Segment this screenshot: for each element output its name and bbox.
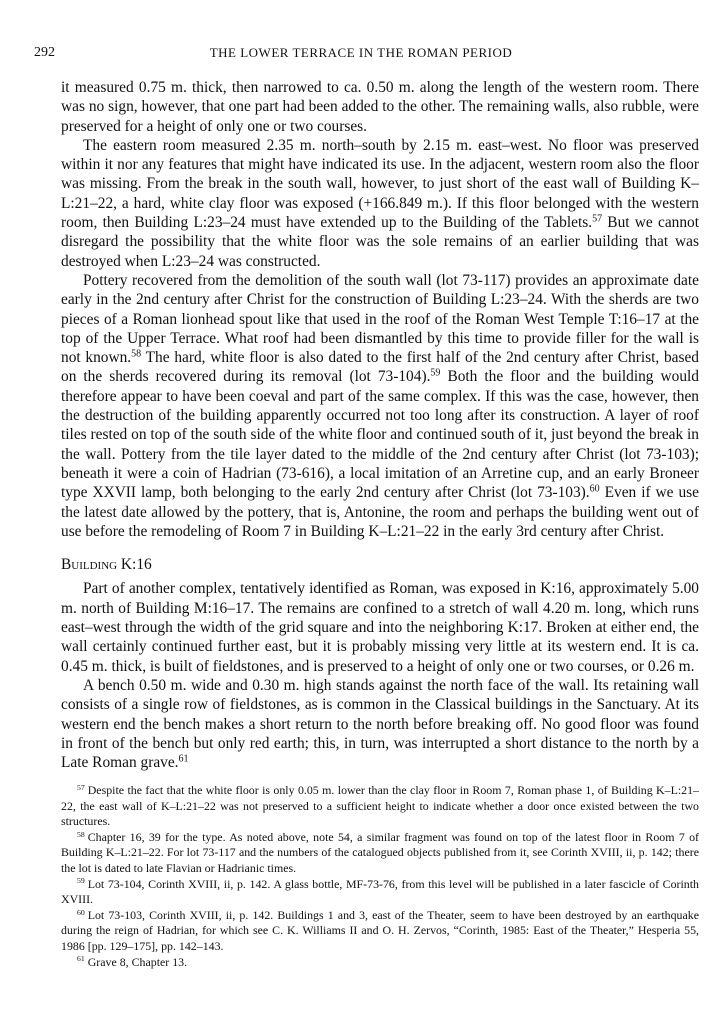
page-number: 292 <box>34 45 55 60</box>
footnote-ref[interactable]: 59 <box>430 367 441 379</box>
footnotes <box>61 783 699 970</box>
running-title: THE LOWER TERRACE IN THE ROMAN PERIOD <box>209 45 513 60</box>
footnote: $^{58}$ Chapter 16, 39 for the type. As noted above, note 54, a similar fragment was found on top of the latest floor in Room 7 of Building K–L:21–22. For lot 73-117 and the numbers of the catalogued objects published from it, see Corinth XVIII, ii, p. 142; there the lot is dated to late Flavian or Hadrianic times. <box>61 829 699 875</box>
footnote: $^{60}$ Lot 73-103, Corinth XVIII, ii, p. 142. Buildings 1 and 3, east of the Theater, seem to have been destroyed by an earthquake during the reign of Hadrian, for which see C. K. Williams II and O. H. Zervos, “Corinth, 1985: East of the Theater,” Hesperia 55, 1986 [pp. 129–175], pp. 142–143. <box>61 907 699 953</box>
footnote-ref[interactable]: 58 <box>131 348 142 360</box>
footnote: $^{59}$ Lot 73-104, Corinth XVIII, ii, p. 142. A glass bottle, MF-73-76, from this level will be published in a later fascicle of Corinth XVIII. <box>61 876 699 907</box>
paragraph: Pottery recovered from the demolition of the south wall (lot 73-117) provides an approximate date early in the 2nd century after Christ for the construction of Building L:23–24. With the sherds are two pieces of a Roman lionhead spout like that used in the roof of the Roman West Temple T:16–17 at the top of the Upper Terrace. What roof had been dismantled by this time to provide filler for the wall is not known.$^{58}$ The hard, white floor is also dated to the first half of the 2nd century after Christ, based on the sherds recovered during its removal (lot 73-104).$^{59}$ Both the floor and the building would therefore appear to have been coeval and part of the same complex. If this was the case, however, then the destruction of the building apparently occurred not too long after its construction. A layer of roof tiles rested on top of the south side of the white floor and continued south of it, just beyond the break in the wall. Pottery from the tile layer dated to the middle of the 2nd century after Christ (lot 73-103); beneath it were a coin of Hadrian (73-616), a local imitation of an Arretine cup, and an early Broneer type XXVII lamp, both belonging to the early 2nd century after Christ (lot 73-103).$^{60}$ Even if we use the latest date allowed by the pottery, that is, Antonine, the room and perhaps the building went out of use before the remodeling of Room 7 in Building K–L:21–22 in the early 3rd century after Christ. <box>61 271 700 540</box>
paragraph: it measured 0.75 m. thick, then narrowed to ca. 0.50 m. along the length of the western room. There was no sign, however, that one part had been added to the other. The remaining walls, also rubble, were preserved for a height of only one or two courses. <box>61 79 699 135</box>
page-header <box>34 45 688 65</box>
footnote: $^{61}$ Grave 8, Chapter 13. <box>77 954 188 969</box>
body-text <box>61 78 699 772</box>
section-heading: Building K:16 <box>61 556 152 574</box>
footnote-ref[interactable]: 61 <box>178 753 189 765</box>
paragraph: Part of another complex, tentatively identified as Roman, was exposed in K:16, approximately 5.00 m. north of Building M:16–17. The remains are confined to a stretch of wall 4.20 m. long, which runs east–west through the width of the grid square and into the neighboring K:17. Broken at either end, the wall certainly continued further east, but it is probably missing very little at its western end. It is ca. 0.45 m. thick, is built of fieldstones, and is preserved to a height of only one or two courses, or 0.26 m. <box>61 580 699 675</box>
paragraph: A bench 0.50 m. wide and 0.30 m. high stands against the north face of the wall. Its retaining wall consists of a single row of fieldstones, as is common in the Classical buildings in the Sanctuary. At its western end the bench makes a short return to the north before breaking off. No good floor was found in front of the bench but only red earth; this, in turn, was interrupted a short distance to the north by a Late Roman grave.$^{61}$ <box>61 676 699 772</box>
footnote-ref[interactable]: 57 <box>592 213 603 225</box>
footnote: $^{57}$ Despite the fact that the white floor is only 0.05 m. lower than the clay floor in Room 7, Roman phase 1, of Building K–L:21–22, the east wall of K–L:21–22 was not preserved to a sufficient height to indicate whether a door once existed between the two structures. <box>61 782 699 829</box>
paragraph: The eastern room measured 2.35 m. north–south by 2.15 m. east–west. No floor was preserved within it nor any features that might have indicated its use. In the adjacent, western room also the floor was missing. From the break in the south wall, however, to just short of the east wall of Building K–L:21–22, a hard, white clay floor was exposed (+166.849 m.). If this floor belonged with the western room, then Building L:23–24 must have extended up to the Building of the Tablets.$^{57}$ But we cannot disregard the possibility that the white floor was the sole remains of an earlier building that was destroyed when L:23–24 was constructed. <box>61 136 700 270</box>
footnote-ref[interactable]: 60 <box>589 483 600 495</box>
